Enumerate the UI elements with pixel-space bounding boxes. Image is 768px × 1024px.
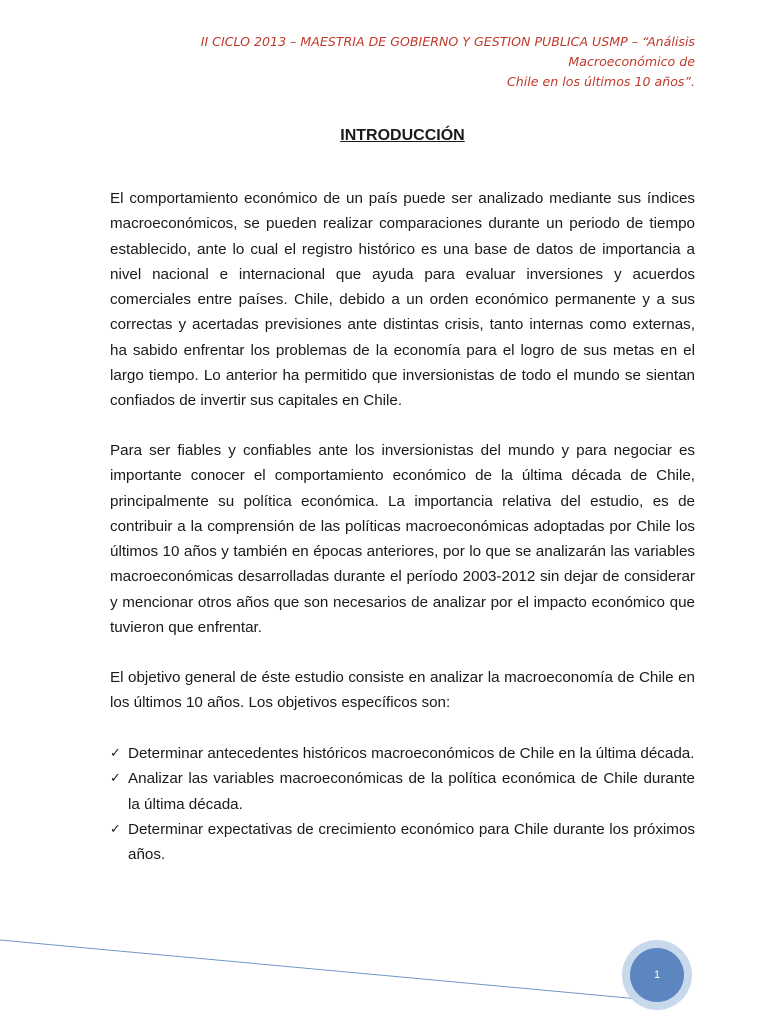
page-number-badge — [622, 940, 692, 1010]
running-header-line-1: II CICLO 2013 – MAESTRIA DE GOBIERNO Y GESTION PUBLICA USMP – “Análisis Macroeconómico de — [200, 34, 695, 69]
objective-text-1: Determinar antecedentes históricos macroeconómicos de Chile en la última década. — [128, 745, 695, 762]
list-item — [110, 741, 695, 766]
checkmark-icon: ✓ — [110, 821, 121, 837]
paragraph-1: El comportamiento económico de un país puede ser analizado mediante sus índices macroeconómicos, se pueden realizar comparaciones durante un periodo de tiempo establecido, ante lo cual el registro histórico es una base de datos de importancia a nivel nacional e internacional que ayuda para evaluar inversiones y acuerdos comerciales entre países. Chile, debido a un orden económico permanente y a sus correctas y acertadas previsiones ante distintas crisis, tanto internas como externas, ha sabido enfrentar los problemas de la economía para el logro de sus metas en el largo tiempo. Lo anterior ha permitido que inversionistas de todo el mundo se sientan confiados de invertir sus capitales en Chile. — [110, 190, 695, 410]
page-number: 1 — [630, 948, 684, 1002]
objectives-list — [110, 741, 695, 867]
objective-text-3: Determinar expectativas de crecimiento económico para Chile durante los próximos años. — [128, 820, 695, 864]
objective-text-2: Analizar las variables macroeconómicas de la política económica de Chile durante la última década. — [128, 770, 695, 813]
paragraph-2: Para ser fiables y confiables ante los inversionistas del mundo y para negociar es importante conocer el comportamiento económico de la última década de Chile, principalmente su política económica. La importancia relativa del estudio, es de contribuir a la comprensión de las políticas macroeconómicas adoptadas por Chile los últimos 10 años y también en épocas anteriores, por lo que se analizarán las variables macroeconómicas desarrolladas durante el período 2003-2012 sin dejar de considerar y mencionar otros años que son necesarios de analizar por el impacto económico que tuvieron que enfrentar. — [110, 442, 695, 637]
running-header — [110, 32, 695, 92]
running-header-line-2: Chile en los últimos 10 años”. — [506, 74, 695, 89]
checkmark-icon: ✓ — [110, 746, 121, 761]
list-item — [110, 817, 695, 868]
paragraph-3: El objetivo general de éste estudio consiste en analizar la macroeconomía de Chile en los últimos 10 años. Los objetivos específicos son: — [110, 669, 695, 712]
page-title: INTRODUCCIÓN — [340, 127, 465, 144]
checkmark-icon: ✓ — [110, 771, 121, 787]
list-item — [110, 766, 695, 817]
